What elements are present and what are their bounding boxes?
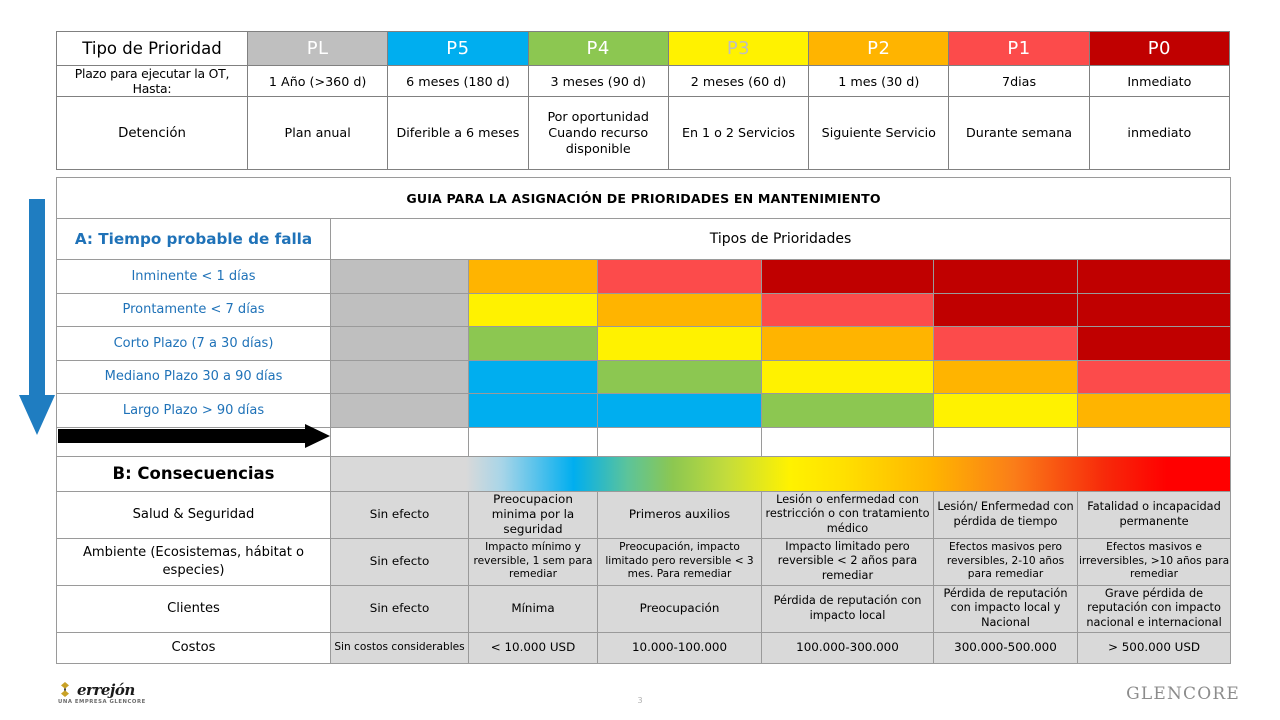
- consequence-ambiente-c2: Preocupación, impacto limitado pero reversible < 3 mes. Para remediar: [598, 538, 762, 585]
- consequence-row-salud: [57, 491, 1231, 538]
- detencion-row-label: Detención: [57, 97, 248, 170]
- consequence-salud-c1: Preocupacion minima por la seguridad: [469, 491, 598, 538]
- consequence-row-costos: [57, 632, 1231, 663]
- consequence-costos-c0: Sin costos considerables: [331, 632, 469, 663]
- matrix-cell-r4c0: [331, 394, 469, 428]
- matrix-cell-r3c5: [1078, 360, 1231, 394]
- matrix-row-label-3: Mediano Plazo 30 a 90 días: [57, 360, 331, 394]
- consequence-clientes-c1: Mínima: [469, 585, 598, 632]
- matrix-cell-r0c0: [331, 260, 469, 294]
- priority-definition-table: [56, 31, 1230, 170]
- detencion-value-PL: Plan anual: [248, 97, 388, 170]
- guia-title-row: [57, 178, 1231, 219]
- cerrejon-wordmark: errejón: [77, 681, 135, 699]
- matrix-row-mediano-plazo: [57, 360, 1231, 394]
- consequence-costos-c2: 10.000-100.000: [598, 632, 762, 663]
- consequence-label-salud: Salud & Seguridad: [57, 491, 331, 538]
- consequence-ambiente-c1: Impacto mínimo y reversible, 1 sem para remediar: [469, 538, 598, 585]
- detencion-value-P2: Siguiente Servicio: [809, 97, 949, 170]
- consequence-costos-c3: 100.000-300.000: [762, 632, 934, 663]
- top-table-plazo-row: [57, 66, 1230, 97]
- consequence-ambiente-c4: Efectos masivos pero reversibles, 2-10 años para remediar: [934, 538, 1078, 585]
- consequence-row-ambiente: [57, 538, 1231, 585]
- consequence-clientes-c5: Grave pérdida de reputación con impacto nacional e internacional: [1078, 585, 1231, 632]
- matrix-cell-r4c1: [469, 394, 598, 428]
- matrix-cell-r1c1: [469, 293, 598, 327]
- consequence-salud-c2: Primeros auxilios: [598, 491, 762, 538]
- consequence-salud-c5: Fatalidad o incapacidad permanente: [1078, 491, 1231, 538]
- matrix-cell-r0c4: [934, 260, 1078, 294]
- guia-title: GUIA PARA LA ASIGNACIÓN DE PRIORIDADES EN MANTENIMIENTO: [57, 178, 1231, 219]
- consequence-costos-c1: < 10.000 USD: [469, 632, 598, 663]
- blank-cell-5: [1078, 427, 1231, 456]
- detencion-value-P1: Durante semana: [949, 97, 1089, 170]
- matrix-cell-r0c5: [1078, 260, 1231, 294]
- consequence-row-clientes: [57, 585, 1231, 632]
- plazo-value-P3: 2 meses (60 d): [668, 66, 808, 97]
- consequence-ambiente-c5: Efectos masivos e irreversibles, >10 años para remediar: [1078, 538, 1231, 585]
- matrix-row-prontamente: [57, 293, 1231, 327]
- plazo-value-PL: 1 Año (>360 d): [248, 66, 388, 97]
- consequence-clientes-c4: Pérdida de reputación con impacto local y Nacional: [934, 585, 1078, 632]
- plazo-value-P1: 7dias: [949, 66, 1089, 97]
- priority-header-P1: P1: [949, 32, 1089, 66]
- section-b-header-row: [57, 456, 1231, 491]
- matrix-cell-r2c5: [1078, 327, 1231, 361]
- consequence-ambiente-c0: Sin efecto: [331, 538, 469, 585]
- blank-cell-2: [598, 427, 762, 456]
- priority-header-PL: PL: [248, 32, 388, 66]
- page-number: 3: [637, 696, 643, 705]
- matrix-cell-r2c4: [934, 327, 1078, 361]
- plazo-value-P2: 1 mes (30 d): [809, 66, 949, 97]
- cerrejon-tagline: UNA EMPRESA GLENCORE: [58, 699, 146, 705]
- tipos-de-prioridades-header: Tipos de Prioridades: [331, 219, 1231, 260]
- top-table-header-row: [57, 32, 1230, 66]
- matrix-cell-r4c5: [1078, 394, 1231, 428]
- matrix-cell-r2c1: [469, 327, 598, 361]
- glencore-logo: GLENCORE: [1126, 684, 1240, 704]
- detencion-value-P4: Por oportunidad Cuando recurso disponible: [528, 97, 668, 170]
- matrix-cell-r4c3: [762, 394, 934, 428]
- consequence-label-ambiente: Ambiente (Ecosistemas, hábitat o especies): [57, 538, 331, 585]
- plazo-row-label: Plazo para ejecutar la OT, Hasta:: [57, 66, 248, 97]
- tipo-de-prioridad-label: Tipo de Prioridad: [57, 32, 248, 66]
- matrix-cell-r1c3: [762, 293, 934, 327]
- matrix-cell-r3c1: [469, 360, 598, 394]
- matrix-cell-r0c3: [762, 260, 934, 294]
- consequence-label-clientes: Clientes: [57, 585, 331, 632]
- consequence-clientes-c2: Preocupación: [598, 585, 762, 632]
- plazo-value-P5: 6 meses (180 d): [388, 66, 528, 97]
- matrix-cell-r4c4: [934, 394, 1078, 428]
- severity-gradient-bar: [331, 456, 1231, 491]
- matrix-cell-r0c2: [598, 260, 762, 294]
- consequence-clientes-c0: Sin efecto: [331, 585, 469, 632]
- consequence-label-costos: Costos: [57, 632, 331, 663]
- matrix-cell-r1c0: [331, 293, 469, 327]
- matrix-cell-r1c5: [1078, 293, 1231, 327]
- blank-cell-0: [331, 427, 469, 456]
- matrix-cell-r1c4: [934, 293, 1078, 327]
- consequence-salud-c4: Lesión/ Enfermedad con pérdida de tiempo: [934, 491, 1078, 538]
- black-right-arrow-icon: [58, 424, 330, 448]
- section-a-title: A: Tiempo probable de falla: [57, 219, 331, 260]
- matrix-cell-r3c0: [331, 360, 469, 394]
- priority-header-P4: P4: [528, 32, 668, 66]
- matrix-row-label-0: Inminente < 1 días: [57, 260, 331, 294]
- top-table-detencion-row: [57, 97, 1230, 170]
- priority-header-P3: P3: [668, 32, 808, 66]
- matrix-row-label-4: Largo Plazo > 90 días: [57, 394, 331, 428]
- matrix-row-corto-plazo: [57, 327, 1231, 361]
- consequence-clientes-c3: Pérdida de reputación con impacto local: [762, 585, 934, 632]
- blue-down-arrow-icon: [17, 199, 57, 437]
- matrix-cell-r3c4: [934, 360, 1078, 394]
- section-a-header-row: [57, 219, 1231, 260]
- matrix-row-label-2: Corto Plazo (7 a 30 días): [57, 327, 331, 361]
- matrix-row-inminente: [57, 260, 1231, 294]
- section-b-title: B: Consecuencias: [57, 456, 331, 491]
- blank-cell-3: [762, 427, 934, 456]
- consequence-ambiente-c3: Impacto limitado pero reversible < 2 años para remediar: [762, 538, 934, 585]
- priority-header-P0: P0: [1089, 32, 1229, 66]
- consequence-salud-c0: Sin efecto: [331, 491, 469, 538]
- priority-header-P2: P2: [809, 32, 949, 66]
- priority-assignment-matrix-table: [56, 177, 1231, 664]
- plazo-value-P0: Inmediato: [1089, 66, 1229, 97]
- matrix-cell-r2c3: [762, 327, 934, 361]
- detencion-value-P0: inmediato: [1089, 97, 1229, 170]
- priority-header-P5: P5: [388, 32, 528, 66]
- blank-cell-1: [469, 427, 598, 456]
- detencion-value-P3: En 1 o 2 Servicios: [668, 97, 808, 170]
- matrix-cell-r0c1: [469, 260, 598, 294]
- consequence-salud-c3: Lesión o enfermedad con restricción o con tratamiento médico: [762, 491, 934, 538]
- matrix-cell-r1c2: [598, 293, 762, 327]
- matrix-cell-r3c3: [762, 360, 934, 394]
- consequence-costos-c5: > 500.000 USD: [1078, 632, 1231, 663]
- severity-gradient-fill: [331, 457, 1230, 491]
- blank-cell-4: [934, 427, 1078, 456]
- matrix-cell-r2c0: [331, 327, 469, 361]
- detencion-value-P5: Diferible a 6 meses: [388, 97, 528, 170]
- plazo-value-P4: 3 meses (90 d): [528, 66, 668, 97]
- consequence-costos-c4: 300.000-500.000: [934, 632, 1078, 663]
- matrix-row-largo-plazo: [57, 394, 1231, 428]
- matrix-cell-r2c2: [598, 327, 762, 361]
- matrix-row-label-1: Prontamente < 7 días: [57, 293, 331, 327]
- matrix-cell-r3c2: [598, 360, 762, 394]
- matrix-cell-r4c2: [598, 394, 762, 428]
